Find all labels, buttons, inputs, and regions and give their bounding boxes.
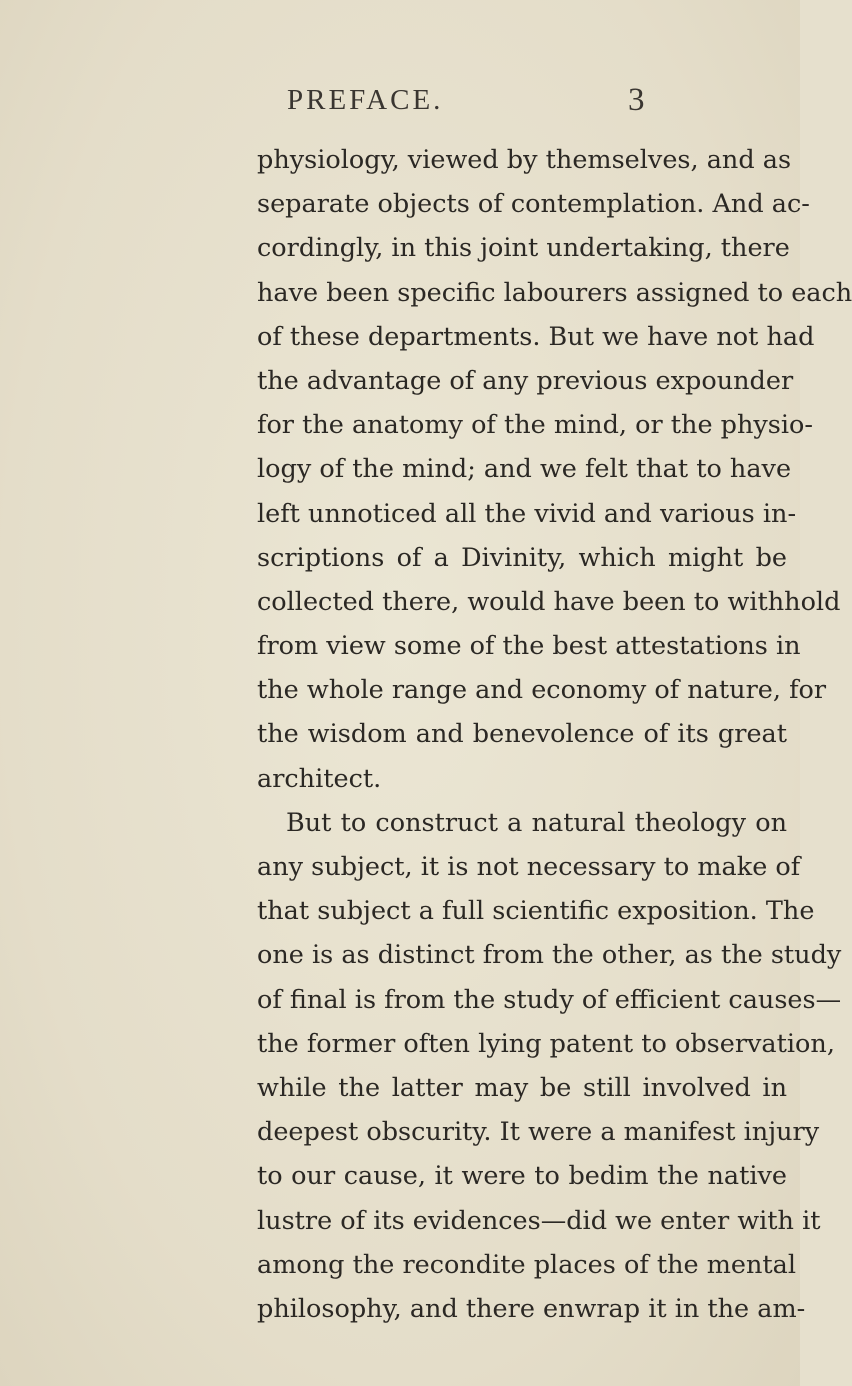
- page-number: 3: [628, 82, 645, 118]
- paragraph-start-line: But to construct a natural theology on: [286, 807, 787, 838]
- text-line: from view some of the best attestations in: [257, 631, 801, 662]
- body-text: [257, 138, 852, 1331]
- text-line: the advantage of any previous expounder: [257, 365, 794, 396]
- text-line: deepest obscurity. It were a manifest injury: [257, 1117, 820, 1148]
- text-line: collected there, would have been to withhold: [257, 586, 841, 617]
- text-line: physiology, viewed by themselves, and as: [257, 145, 792, 175]
- text-line: any subject, it is not necessary to make of: [257, 852, 801, 882]
- text-line: to our cause, it were to bedim the native: [257, 1161, 787, 1192]
- text-line: the whole range and economy of nature, for: [257, 675, 827, 706]
- text-line: the former often lying patent to observation,: [257, 1028, 835, 1059]
- text-line: among the recondite places of the mental: [257, 1249, 797, 1280]
- text-line: architect.: [257, 763, 382, 794]
- text-line: philosophy, and there enwrap it in the am-: [257, 1293, 806, 1324]
- text-line: of these departments. But we have not had: [257, 321, 815, 352]
- text-line: lustre of its evidences—did we enter with it: [257, 1205, 821, 1236]
- text-line: of final is from the study of efficient causes—: [257, 984, 842, 1015]
- text-line: left unnoticed all the vivid and various in-: [257, 498, 797, 529]
- text-line: one is as distinct from the other, as the study: [257, 940, 842, 971]
- text-line: separate objects of contemplation. And ac-: [257, 189, 810, 220]
- running-head-title: PREFACE.: [287, 84, 444, 116]
- text-line: scriptions of a Divinity, which might be: [257, 542, 787, 573]
- running-head: [0, 84, 800, 124]
- text-line: have been specific labourers assigned to each: [257, 277, 852, 308]
- text-line: for the anatomy of the mind, or the physio-: [257, 410, 814, 441]
- text-line: logy of the mind; and we felt that to have: [257, 454, 792, 485]
- text-line: cordingly, in this joint undertaking, there: [257, 233, 790, 264]
- text-line: while the latter may be still involved in: [257, 1072, 787, 1103]
- text-line: the wisdom and benevolence of its great: [257, 719, 787, 750]
- text-line: that subject a full scientific exposition. The: [257, 896, 815, 927]
